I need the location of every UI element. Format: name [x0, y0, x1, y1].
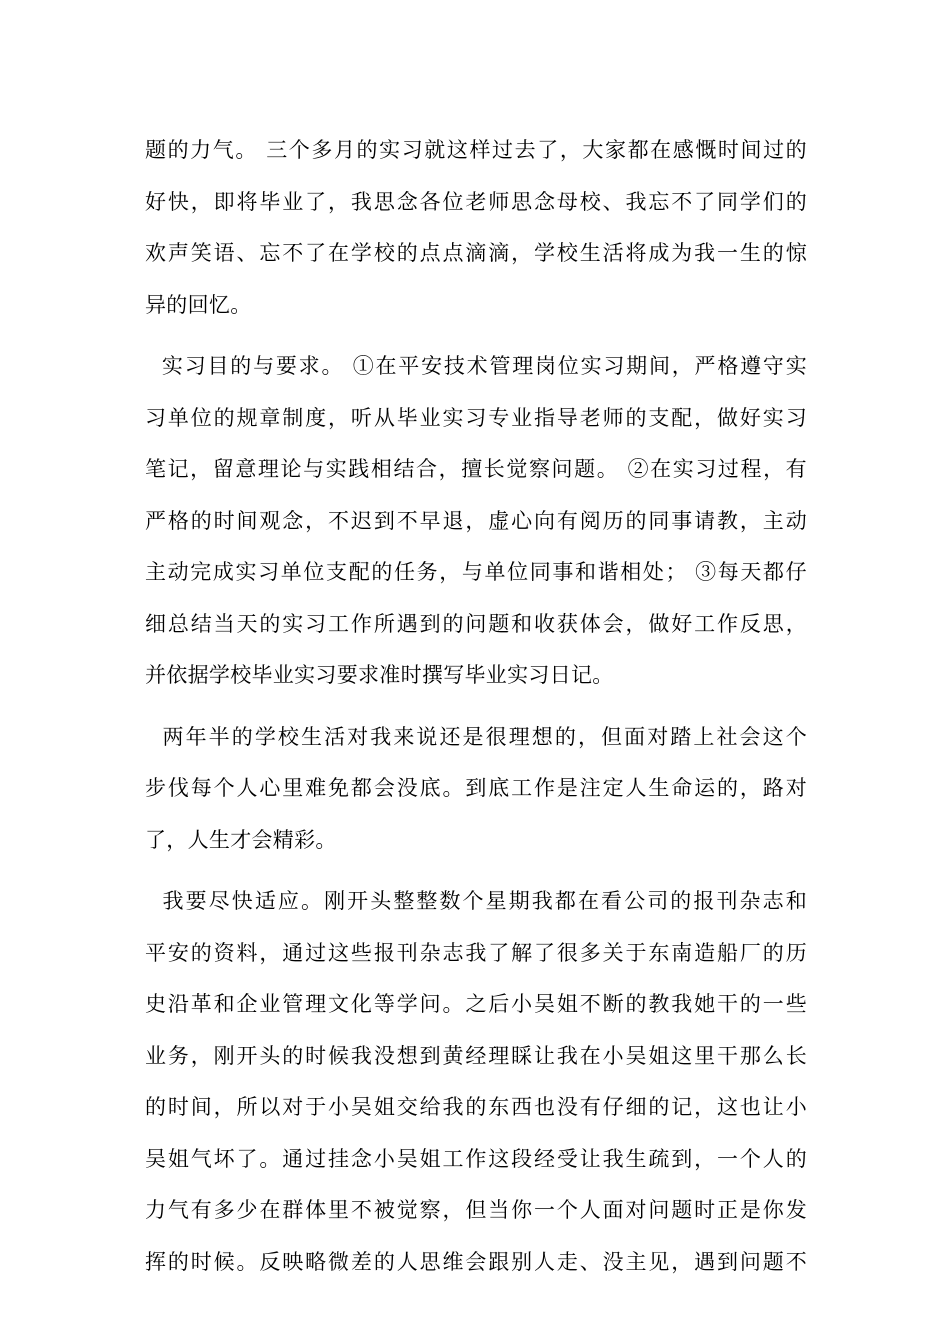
text-line: 细总结当天的实习工作所遇到的问题和收获体会，做好工作反思，	[145, 611, 807, 636]
paragraph-3	[145, 712, 807, 867]
text-line: 严格的时间观念，不迟到不早退，虚心向有阅历的同事请教，主动	[145, 508, 807, 533]
text-line: 异的回忆。	[145, 292, 252, 317]
text-line: 好快，即将毕业了，我思念各位老师思念母校、我忘不了同学们的	[145, 189, 807, 214]
text-line: 力气有多少在群体里不被觉察，但当你一个人面对问题时正是你发	[145, 1198, 807, 1222]
text-line: 业务，刚开头的时候我没想到黄经理睬让我在小吴姐这里干那么长	[145, 1043, 807, 1068]
text-line: 习单位的规章制度，听从毕业实习专业指导老师的支配，做好实习	[145, 405, 807, 430]
paragraph-1	[145, 125, 807, 331]
text-line: 两年半的学校生活对我来说还是很理想的，但面对踏上社会这个	[145, 724, 807, 749]
text-line: 的时间，所以对于小吴姐交给我的东西也没有仔细的记，这也让小	[145, 1095, 807, 1119]
text-line: 我要尽快适应。刚开头整整数个星期我都在看公司的报刊杂志和	[145, 889, 807, 913]
text-line: 实习目的与要求。 ①在平安技术管理岗位实习期间，严格遵守实	[145, 354, 807, 378]
text-line: 并依据学校毕业实习要求准时撰写毕业实习日记。	[145, 663, 614, 687]
text-line: 平安的资料，通过这些报刊杂志我了解了很多关于东南造船厂的历	[145, 940, 807, 965]
body-text	[145, 125, 807, 1288]
paragraph-2	[145, 341, 807, 702]
text-line: 题的力气。 三个多月的实习就这样过去了，大家都在感慨时间过的	[145, 138, 807, 162]
text-line: 步伐每个人心里难免都会没底。到底工作是注定人生命运的，路对	[145, 776, 807, 800]
text-line: 欢声笑语、忘不了在学校的点点滴滴，学校生活将成为我一生的惊	[145, 241, 807, 265]
paragraph-4	[145, 876, 807, 1288]
text-line: 笔记，留意理论与实践相结合，擅长觉察问题。 ②在实习过程，有	[145, 457, 807, 481]
text-line: 吴姐气坏了。通过挂念小吴姐工作这段经受让我生疏到，一个人的	[145, 1146, 807, 1171]
text-line: 主动完成实习单位支配的任务，与单位同事和谐相处； ③每天都仔	[145, 560, 807, 584]
text-line: 史沿革和企业管理文化等学问。之后小吴姐不断的教我她干的一些	[145, 992, 807, 1016]
text-line: 了，人生才会精彩。	[145, 827, 337, 852]
text-line: 挥的时候。反映略微差的人思维会跟别人走、没主见，遇到问题不	[145, 1249, 807, 1274]
